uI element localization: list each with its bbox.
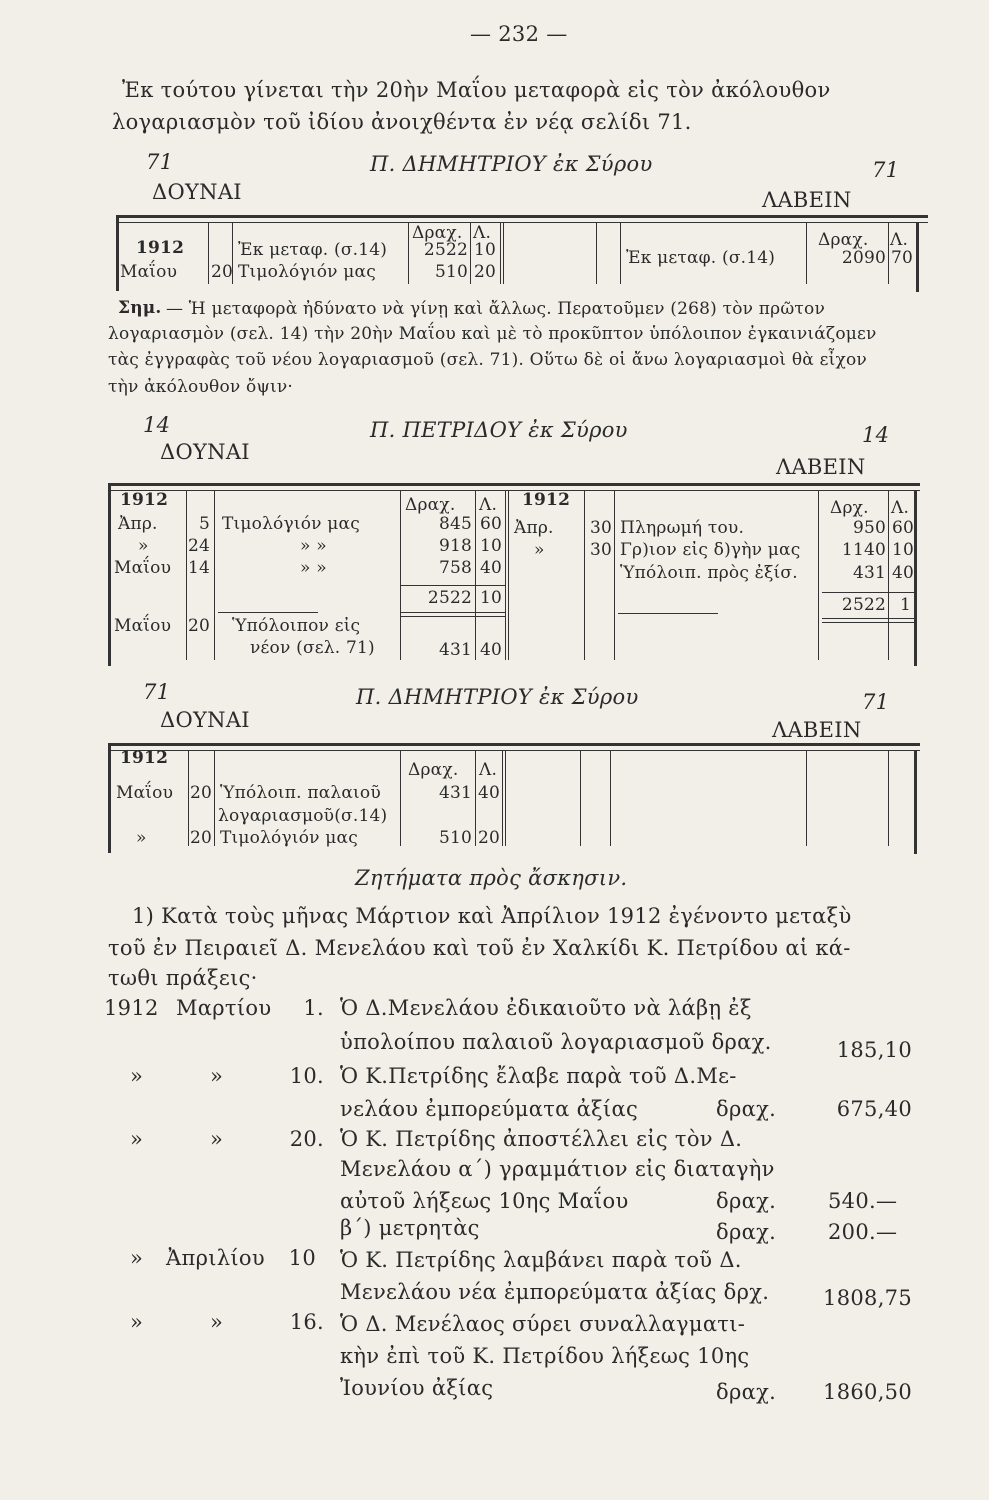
- account1-title: Π. ΔΗΜΗΤΡΙΟΥ ἐκ Σύρου: [370, 152, 653, 176]
- entry-amount: 540.—: [828, 1189, 898, 1213]
- account3-year: 1912: [120, 748, 169, 768]
- row-month: Ἀπρ.: [118, 514, 158, 534]
- account1-col-lepta: Λ.: [473, 223, 492, 243]
- account2-col-lepta-right: Λ.: [891, 498, 910, 518]
- row-drachmas: 431: [852, 563, 886, 583]
- account1-col-drach-right: Δραχ.: [818, 230, 869, 250]
- row-lepta: 60: [892, 518, 915, 538]
- entry-month: Μαρτίου: [176, 996, 272, 1020]
- row-desc: » »: [300, 558, 327, 578]
- entry-amount: 675,40: [836, 1097, 912, 1121]
- exercises-intro-1: 1) Κατὰ τοὺς μῆνας Μάρτιον καὶ Ἀπρίλιον 1912 ἐγένοντο μεταξὺ: [132, 904, 852, 928]
- note-label: Σημ.: [118, 298, 162, 318]
- intro-line-1: Ἐκ τούτου γίνεται τὴν 20ὴν Μαΐου μεταφορὰ εἰς τὸν ἀκόλουθον: [122, 78, 831, 102]
- entry-text: νελάου ἐμπορεύματα ἀξίας: [340, 1097, 639, 1121]
- intro-line-2: λογαριασμὸν τοῦ ἰδίου ἀνοιχθέντα ἐν νέᾳ σελίδι 71.: [112, 110, 692, 134]
- account3-number-left: 71: [143, 680, 171, 704]
- row-lepta: 60: [480, 514, 503, 534]
- row-desc: Ἐκ μεταφ. (σ.14): [626, 248, 776, 268]
- account3-title: Π. ΔΗΜΗΤΡΙΟΥ ἐκ Σύρου: [356, 685, 639, 709]
- entry-amount: 1860,50: [823, 1380, 912, 1404]
- entry-ditto: »: [210, 1064, 224, 1088]
- row-lepta: 40: [892, 563, 915, 583]
- account3-number-right: 71: [862, 690, 890, 714]
- row-lepta: 20: [474, 262, 497, 282]
- row-month: Ἀπρ.: [514, 518, 554, 538]
- entry-text: Μενελάου α΄) γραμμάτιον εἰς διαταγὴν: [340, 1157, 775, 1181]
- row-lepta: 40: [480, 558, 503, 578]
- exercises-intro-3: τωθι πράξεις·: [108, 966, 258, 990]
- account1-year: 1912: [136, 238, 185, 258]
- entry-amount: 200.—: [828, 1220, 898, 1244]
- account3-credit-label: ΛΑΒΕΙΝ: [772, 718, 862, 742]
- row-desc: Ὑπόλοιπ. πρὸς ἐξίσ.: [620, 563, 798, 583]
- row-month: »: [136, 828, 147, 848]
- entry-text: Ὁ Κ. Πετρίδης ἀποστέλλει εἰς τὸν Δ.: [340, 1127, 743, 1151]
- exercises-heading: Ζητήματα πρὸς ἄσκησιν.: [355, 866, 628, 890]
- account2-year-right: 1912: [522, 490, 571, 510]
- row-desc: Τιμολόγιόν μας: [222, 514, 360, 534]
- entry-text: αὐτοῦ λήξεως 10ης Μαΐου: [340, 1189, 629, 1213]
- exercises-intro-2: τοῦ ἐν Πειραιεῖ Δ. Μενελάου καὶ τοῦ ἐν Χαλκίδι Κ. Πετρίδου αἱ κά-: [108, 936, 851, 960]
- row-desc: Τιμολόγιόν μας: [220, 828, 358, 848]
- row-lepta: 10: [474, 240, 497, 260]
- entry-text: Ὁ Δ.Μενελάου ἐδικαιοῦτο νὰ λάβῃ ἐξ: [340, 996, 752, 1020]
- entry-day: 10.: [289, 1064, 324, 1088]
- entry-text: β΄) μετρητὰς: [340, 1216, 480, 1240]
- total-drachmas: 2522: [427, 588, 472, 608]
- account2-number-right: 14: [862, 423, 890, 447]
- row-day: 24: [188, 536, 211, 556]
- row-drachmas: 758: [438, 558, 472, 578]
- entry-unit: δραχ.: [716, 1380, 777, 1404]
- row-drachmas: 2522: [423, 240, 468, 260]
- row-desc: Τιμολόγιόν μας: [238, 262, 376, 282]
- row-drachmas: 510: [438, 828, 472, 848]
- entry-text: Ὁ Δ. Μενέλαος σύρει συναλλαγματι-: [340, 1312, 746, 1336]
- row-drachmas: 2090: [841, 248, 886, 268]
- row-day: 30: [589, 518, 612, 538]
- row-month: »: [138, 536, 149, 556]
- row-lepta: 40: [478, 783, 501, 803]
- row-desc-cont: νέον (σελ. 71): [250, 638, 375, 658]
- row-drachmas: 431: [438, 640, 472, 660]
- entry-day: 20.: [289, 1127, 324, 1151]
- entry-day: 10: [288, 1246, 316, 1270]
- entry-unit: δραχ.: [716, 1189, 777, 1213]
- account1-credit-label: ΛΑΒΕΙΝ: [762, 188, 852, 212]
- row-lepta: 10: [892, 540, 915, 560]
- entry-unit: δραχ.: [716, 1097, 777, 1121]
- entry-unit: δραχ.: [716, 1220, 777, 1244]
- entry-text: κὴν ἐπὶ τοῦ Κ. Πετρίδου λήξεως 10ης: [340, 1344, 750, 1368]
- account1-number-left: 71: [146, 150, 174, 174]
- entry-ditto: »: [130, 1246, 144, 1270]
- row-desc: Ὑπόλοιπ. παλαιοῦ: [220, 783, 381, 803]
- row-drachmas: 510: [434, 262, 468, 282]
- row-drachmas: 431: [438, 783, 472, 803]
- entry-day: 1.: [303, 996, 324, 1020]
- total-lepta: 10: [480, 588, 503, 608]
- entry-ditto: »: [210, 1127, 224, 1151]
- account2-year: 1912: [120, 490, 169, 510]
- row-day: 5: [198, 514, 210, 534]
- account2-debit-label: ΔΟΥΝΑΙ: [160, 440, 250, 464]
- entry-text: Ὁ Κ.Πετρίδης ἔλαβε παρὰ τοῦ Δ.Με-: [340, 1064, 737, 1088]
- row-month: »: [534, 540, 545, 560]
- account1-col-drach: Δραχ.: [412, 223, 463, 243]
- account3-debit-label: ΔΟΥΝΑΙ: [160, 708, 250, 732]
- page-number: — 232 —: [470, 22, 568, 46]
- entry-text: Ὁ Κ. Πετρίδης λαμβάνει παρὰ τοῦ Δ.: [340, 1248, 742, 1272]
- account1-debit-label: ΔΟΥΝΑΙ: [152, 180, 242, 204]
- row-day: 14: [188, 558, 211, 578]
- row-desc: Πληρωμή του.: [620, 518, 745, 538]
- row-drachmas: 845: [438, 514, 472, 534]
- total-lepta: 1: [900, 595, 912, 615]
- entry-year: 1912: [104, 996, 159, 1020]
- row-desc: Γρ)ιον εἰς δ)γὴν μας: [620, 540, 801, 560]
- entry-amount: 185,10: [836, 1038, 912, 1062]
- row-lepta: 70: [891, 248, 914, 268]
- entry-ditto: »: [210, 1310, 224, 1334]
- account2-title: Π. ΠΕΤΡΙΔΟΥ ἐκ Σύρου: [370, 418, 628, 442]
- account1-col-lepta-right: Λ.: [890, 230, 909, 250]
- account2-credit-label: ΛΑΒΕΙΝ: [776, 455, 866, 479]
- note-line-1: — Ἡ μεταφορὰ ἠδύνατο νὰ γίνῃ καὶ ἄλλως. Περατοῦμεν (268) τὸν πρῶτον: [166, 299, 825, 319]
- row-desc-cont: λογαριασμοῦ(σ.14): [218, 806, 388, 826]
- row-drachmas: 1140: [841, 540, 886, 560]
- entry-amount: 1808,75: [823, 1286, 912, 1310]
- total-drachmas: 2522: [841, 595, 886, 615]
- row-lepta: 40: [480, 640, 503, 660]
- row-day: 20: [189, 783, 212, 803]
- row-month: Μαΐου: [114, 616, 172, 636]
- entry-ditto: »: [130, 1310, 144, 1334]
- entry-ditto: »: [130, 1064, 144, 1088]
- account3-col-lepta: Λ.: [479, 760, 498, 780]
- row-day: 20: [188, 616, 211, 636]
- entry-text: Μενελάου νέα ἐμπορεύματα ἀξίας δρχ.: [340, 1280, 770, 1304]
- row-lepta: 10: [480, 536, 503, 556]
- account1-number-right: 71: [872, 158, 900, 182]
- row-day: 30: [589, 540, 612, 560]
- row-month: Μαΐου: [114, 558, 172, 578]
- note-line-4: τὴν ἀκόλουθον ὄψιν·: [108, 377, 293, 397]
- row-lepta: 20: [478, 828, 501, 848]
- entry-day: 16.: [289, 1310, 324, 1334]
- row-day: 20: [211, 262, 234, 282]
- entry-ditto: »: [130, 1127, 144, 1151]
- account3-col-drach: Δραχ.: [408, 760, 459, 780]
- row-month: Μαΐου: [116, 783, 174, 803]
- entry-text: ὑπολοίπου παλαιοῦ λογαριασμοῦ δραχ.: [340, 1030, 772, 1054]
- note-line-3: τὰς ἐγγραφὰς τοῦ νέου λογαριασμοῦ (σελ. 71). Οὕτω δὲ οἱ ἄνω λογαριασμοὶ θὰ εἶχον: [108, 350, 867, 370]
- entry-month: Ἀπριλίου: [166, 1246, 265, 1270]
- entry-text: Ἰουνίου ἀξίας: [340, 1376, 494, 1400]
- row-drachmas: 950: [852, 518, 886, 538]
- account2-col-drach: Δραχ.: [405, 495, 456, 515]
- row-day: 20: [189, 828, 212, 848]
- note-line-2: λογαριασμὸν (σελ. 14) τὴν 20ὴν Μαΐου καὶ μὲ τὸ προκῦπτον ὑπόλοιπον ἐγκαινιάζομεν: [108, 324, 877, 344]
- row-drachmas: 918: [438, 536, 472, 556]
- account2-col-drach-right: Δρχ.: [830, 498, 869, 518]
- account2-number-left: 14: [143, 413, 171, 437]
- row-desc: Ἐκ μεταφ. (σ.14): [238, 240, 388, 260]
- account1-month: Μαΐου: [120, 262, 178, 282]
- account2-col-lepta: Λ.: [479, 495, 498, 515]
- row-desc: Ὑπόλοιπον εἰς: [232, 616, 361, 636]
- row-desc: » »: [300, 536, 327, 556]
